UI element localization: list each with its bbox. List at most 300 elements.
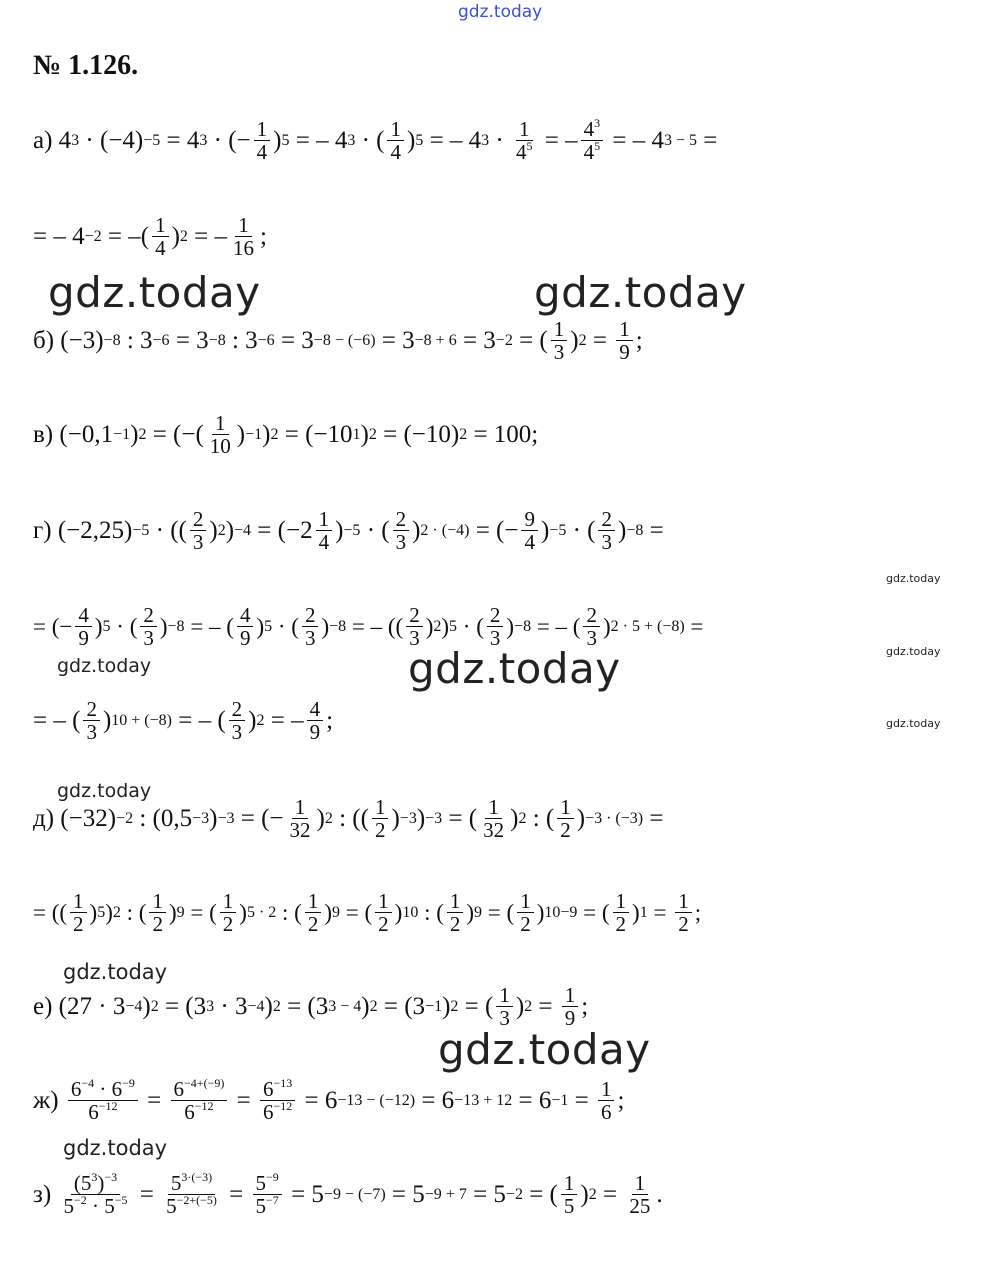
fraction [68, 1078, 138, 1123]
fraction [316, 508, 333, 553]
math-text: 6 [173, 1077, 185, 1101]
math-text: = 4 [160, 126, 200, 154]
solution-b-line-1: б) (−3) −8 : 3 −6 = 3 −8 : 3 −6 = 3 −8 − (−6) = 3 −8 + 6 = 3 −2 = ( $\frac{1}{3}$ ) 2 = $\frac{1}{9}$ ; [33, 317, 643, 365]
denominator: 5 [563, 1194, 575, 1219]
math-text: 5 [255, 1194, 267, 1219]
denominator: 2 [307, 912, 319, 937]
denominator: 4 [318, 530, 330, 555]
math-text: ) [171, 222, 180, 250]
exponent: −12 [273, 1099, 293, 1114]
fraction [287, 796, 314, 841]
math-text: ) [248, 706, 257, 734]
watermark: gdz.today [63, 960, 168, 984]
math-text: 5 [255, 1171, 267, 1195]
denominator: 3 [231, 720, 243, 745]
math-text: · 5 [86, 1194, 115, 1219]
math-text: ) [89, 899, 98, 925]
denominator: 2 [374, 818, 386, 843]
math-text: ) [168, 899, 177, 925]
math-text: = (− [33, 613, 73, 639]
math-text: = – ( [531, 613, 581, 639]
math-text: = ( [512, 326, 548, 354]
denominator: 3 [586, 626, 597, 651]
denominator: 9 [564, 1006, 576, 1031]
denominator [581, 141, 604, 163]
denominator: 3 [489, 626, 501, 651]
math-text: ; [617, 1086, 625, 1114]
math-text: ) [105, 899, 113, 925]
math-text: : (0,5 [133, 804, 193, 832]
solution-e-line-1: е) (27 · 3 −4 ) 2 = (3 3 · 3 −4 ) 2 = (3 3 − 4 ) 2 = (3 −1 ) 2 = ( $\frac{1}{3}$ ) 2 = $\frac{1}{9}$ ; [33, 983, 589, 1031]
math-text: ) [335, 516, 344, 544]
fraction [163, 1172, 220, 1217]
exponent: 3 [91, 1170, 98, 1184]
fraction [557, 796, 574, 841]
denominator: 4 [256, 140, 268, 165]
math-text: 5 [166, 1194, 177, 1219]
fraction [75, 604, 92, 649]
math-text: ) [159, 613, 168, 639]
math-text: = ( [482, 899, 515, 925]
fraction [60, 1172, 130, 1217]
solution-g-line-2: = (− $\frac{4}{9}$ ) 5 · ( $\frac{2}{3}$ ) −8 = – ( $\frac{4}{9}$ ) 5 · ( $\frac{2}{3}$ ) −8 = – (( $\frac{2}{3}$ ) 2 ) 5 · ( $\frac{2}{3}$ ) −8 = – ( $\frac{2}{3}$ ) 2 · 5 + (−8) = [33, 603, 704, 651]
math-text: = [140, 1086, 168, 1114]
math-text: = [532, 992, 559, 1020]
numerator: 1 [152, 214, 169, 237]
numerator [168, 1172, 215, 1195]
fraction [406, 604, 423, 649]
fraction [302, 604, 319, 649]
math-text: = ( [458, 992, 494, 1020]
denominator: 10 [209, 434, 231, 459]
math-text: ) [570, 326, 579, 354]
math-text: ) [102, 706, 112, 734]
math-text: = ( [340, 899, 373, 925]
numerator: 2 [302, 604, 319, 627]
math-text: ж) [33, 1086, 65, 1114]
math-text: ) [602, 613, 611, 639]
fraction [171, 1078, 228, 1123]
math-text: · [489, 126, 510, 154]
exponent: −4 [81, 1076, 95, 1090]
fraction [140, 604, 157, 649]
math-text: ) [361, 992, 370, 1020]
denominator [253, 1195, 282, 1217]
exponent: −7 [266, 1193, 279, 1208]
math-text: ) [97, 1171, 105, 1195]
watermark: gdz.today [63, 1136, 168, 1160]
watermark: gdz.today [886, 717, 941, 730]
math-text: ) [209, 516, 218, 544]
math-text: = 5 [284, 1180, 324, 1208]
denominator: 2 [560, 818, 571, 843]
math-text: ) [617, 516, 627, 544]
math-text: . [656, 1180, 663, 1208]
math-text: ) [425, 613, 434, 639]
fraction [496, 984, 513, 1029]
watermark: gdz.today [534, 268, 747, 317]
fraction [616, 318, 633, 363]
math-text: = – [264, 706, 304, 734]
math-text: 4 [58, 126, 72, 154]
numerator [260, 1078, 295, 1101]
denominator: 6 [600, 1100, 612, 1125]
denominator: 3 [143, 626, 154, 651]
math-text: ) [580, 1180, 589, 1208]
denominator: 16 [233, 236, 255, 261]
denominator: 3 [304, 626, 316, 651]
numerator: 1 [562, 984, 579, 1007]
numerator: 2 [140, 604, 157, 627]
math-text: · (−4) [79, 126, 144, 154]
denominator: 2 [449, 912, 461, 937]
math-text: 6 [262, 1077, 274, 1101]
fraction [220, 890, 237, 935]
numerator: 9 [521, 508, 538, 531]
numerator: 1 [598, 1078, 615, 1101]
denominator: 3 [553, 340, 565, 365]
math-text: : 3 [225, 326, 258, 354]
numerator: 1 [220, 890, 237, 913]
math-text: ) [540, 516, 550, 544]
math-text: · ( [272, 613, 299, 639]
math-text: ) [262, 420, 271, 448]
math-text: = – [538, 126, 578, 154]
denominator [181, 1101, 216, 1123]
math-text: = (3 [158, 992, 207, 1020]
fraction [307, 698, 324, 743]
math-text: ; [326, 706, 334, 734]
numerator: 2 [406, 604, 423, 627]
numerator: 2 [583, 604, 600, 627]
fraction [393, 508, 410, 553]
fraction [480, 796, 507, 841]
denominator: 9 [309, 720, 321, 745]
math-text: = –( [101, 222, 150, 250]
math-text: = (− [234, 804, 284, 832]
solution-d-line-2: = (( $\frac{1}{2}$ ) 5 ) 2 : ( $\frac{1}{2}$ ) 9 = ( $\frac{1}{2}$ ) 5 · 2 : ( $\frac{1}{2}$ ) 9 = ( $\frac{1}{2}$ ) 10 : ( $\frac{1}{2}$ ) 9 = ( $\frac{1}{2}$ ) 10−9 = ( $\frac{1}{2}$ ) 1 = $\frac{1}{2}$ ; [33, 889, 702, 937]
denominator: 4 [524, 530, 535, 555]
watermark: gdz.today [408, 644, 621, 693]
math-text: : (( [332, 804, 369, 832]
fraction [562, 984, 579, 1029]
denominator: 4 [390, 140, 401, 165]
math-text: ) [256, 613, 265, 639]
numerator: 2 [190, 508, 207, 531]
fraction [517, 890, 534, 935]
exponent: −2+(−5) [176, 1193, 217, 1208]
solution-d-line-1: д) (−32) −2 : (0,5 −3 ) −3 = (− $\frac{1}{32}$ ) 2 : (( $\frac{1}{2}$ ) −3 ) −3 = ( $\frac{1}{32}$ ) 2 : ( $\frac{1}{2}$ ) −3 · (−3) = [33, 795, 664, 843]
numerator: 1 [516, 118, 533, 141]
math-text: · ( [360, 516, 390, 544]
math-text: = [684, 613, 704, 639]
math-text: ) [209, 804, 218, 832]
math-text: ) [391, 804, 400, 832]
fraction [372, 796, 389, 841]
math-text: ) [441, 613, 450, 639]
solution-g-line-1: г) (−2,25) −5 · (( $\frac{2}{3}$ ) 2 ) −4 = (−2 $\frac{1}{4}$ ) −5 · ( $\frac{2}{3}$ ) 2 · (−4) = (− $\frac{9}{4}$ ) −5 · ( $\frac{2}{3}$ ) −8 = [33, 507, 664, 555]
math-text: = [568, 1086, 595, 1114]
numerator [171, 1078, 228, 1101]
math-text: е) [33, 992, 59, 1020]
fraction [613, 890, 630, 935]
math-text: = – 4 [606, 126, 664, 154]
math-text: (−3) [60, 326, 104, 354]
math-text: = 3 [456, 326, 496, 354]
math-text: д) [33, 804, 61, 832]
watermark-top: gdz.today [458, 2, 543, 22]
fraction [581, 118, 604, 163]
numerator: 1 [292, 796, 309, 819]
math-text: 6 [262, 1100, 274, 1125]
math-text: ) [416, 804, 426, 832]
math-text: = [596, 1180, 624, 1208]
math-text: = ( [442, 804, 478, 832]
denominator [260, 1101, 295, 1123]
numerator: 1 [561, 1172, 578, 1195]
exponent: −2 [73, 1193, 87, 1208]
math-text: 5 [170, 1171, 182, 1195]
numerator [253, 1172, 282, 1195]
math-text: ) [321, 613, 330, 639]
math-text: = – [187, 222, 228, 250]
denominator: 9 [619, 340, 630, 365]
math-text: = 3 [375, 326, 415, 354]
math-text: 4 [583, 117, 595, 141]
exponent: −12 [98, 1099, 118, 1114]
math-text: ) [94, 613, 103, 639]
fraction [207, 412, 234, 457]
numerator: 1 [235, 214, 252, 237]
numerator: 1 [316, 508, 333, 531]
math-text: = (−10) [376, 420, 460, 448]
math-text: ) [324, 899, 332, 925]
math-text: = 3 [169, 326, 209, 354]
fraction [375, 890, 392, 935]
fraction [513, 118, 536, 163]
math-text: (−32) [60, 804, 117, 832]
exponent: −3 [104, 1170, 118, 1184]
math-text: = – 4 [289, 126, 348, 154]
exponent: 3 [594, 116, 601, 130]
denominator: 32 [289, 818, 311, 843]
numerator: 1 [372, 796, 389, 819]
numerator: 2 [487, 604, 504, 627]
numerator: 1 [551, 318, 568, 341]
math-text: а) [33, 126, 59, 154]
math-text: · ( [566, 516, 596, 544]
math-text: 4 [583, 140, 595, 165]
numerator: 4 [75, 604, 92, 627]
exponent: −12 [194, 1099, 214, 1114]
math-text: ) [360, 420, 369, 448]
denominator: 9 [78, 626, 89, 651]
fraction [561, 1172, 578, 1217]
math-text: = ( [522, 1180, 558, 1208]
numerator: 2 [393, 508, 410, 531]
solution-v-line-1: в) (−0,1 −1 ) 2 = (−( $\frac{1}{10}$ ) −1 ) 2 = (−10 1 ) 2 = (−10) 2 = 100; [33, 411, 539, 459]
solution-a-line-2: = – 4 −2 = –( $\frac{1}{4}$ ) 2 = – $\frac{1}{16}$ ; [33, 213, 267, 261]
math-text: г) [33, 516, 58, 544]
denominator [60, 1195, 130, 1217]
math-text: · 3 [214, 992, 248, 1020]
fraction [237, 604, 254, 649]
numerator [68, 1078, 138, 1101]
math-text: = [133, 1180, 161, 1208]
fraction [83, 698, 100, 743]
denominator [513, 141, 536, 163]
denominator: 2 [378, 912, 389, 937]
fraction [229, 698, 246, 743]
fraction [305, 890, 322, 935]
denominator: 32 [483, 818, 505, 843]
math-text: ) [510, 804, 519, 832]
math-text: 6 [88, 1100, 99, 1125]
math-text: = [222, 1180, 250, 1208]
math-text: · ( [355, 126, 385, 154]
math-text: 6 [70, 1077, 82, 1101]
math-text: ) [273, 126, 282, 154]
math-text: ; [635, 326, 643, 354]
denominator [163, 1195, 220, 1217]
math-text: ) [442, 992, 451, 1020]
numerator: 1 [149, 890, 166, 913]
math-text: : ( [120, 899, 147, 925]
math-text: : 3 [120, 326, 153, 354]
math-text: ) [316, 804, 325, 832]
math-text: = [643, 804, 664, 832]
math-text: ) [225, 516, 235, 544]
solution-a-line-1: а) 4 3 · (−4) −5 = 4 3 · (− $\frac{1}{4}$ ) 5 = – 4 3 · ( $\frac{1}{4}$ ) 5 = – 4 3 · $\frac{1}{4^5}$ = – $\frac{4^3}{4^5}$ = – 4 3 − 5 = [33, 116, 718, 165]
math-text: (−2,25) [57, 516, 133, 544]
math-text: (27 · 3 [58, 992, 126, 1020]
math-text: ; [260, 222, 267, 250]
numerator: 1 [387, 118, 404, 141]
solution-z-line-1: з) $\frac{(5^3)^{-3}}{5^{-2} \cdot 5^{-5}}$ = $\frac{5^{3\cdot(-3)}}{5^{-2+(-5)}}$ = $\frac{5^{-9}}{5^{-7}}$ = 5 −9 − (−7) = 5 −9 + 7 = 5 −2 = ( $\frac{1}{5}$ ) 2 = $\frac{1}{25}$ . [33, 1170, 663, 1219]
math-text: · ( [110, 613, 138, 639]
math-text: ) [236, 420, 246, 448]
math-text: = – 4 [423, 126, 482, 154]
denominator: 2 [222, 912, 234, 937]
math-text: ; [581, 992, 589, 1020]
solution-zh-line-1: ж) $\frac{6^{-4} \cdot 6^{-9}}{6^{-12}}$ = $\frac{6^{-4+(-9)}}{6^{-12}}$ = $\frac{6^{-13}}{6^{-12}}$ = 6 −13 − (−12) = 6 −13 + 12 = 6 −1 = $\frac{1}{6}$ ; [33, 1076, 625, 1125]
numerator: 2 [229, 698, 246, 721]
watermark: gdz.today [57, 780, 152, 802]
math-text: = – ( [33, 706, 81, 734]
math-text: в) [33, 420, 60, 448]
math-text: = (3 [280, 992, 329, 1020]
watermark: gdz.today [886, 572, 941, 585]
fraction [598, 508, 615, 553]
watermark: gdz.today [48, 268, 261, 317]
math-text: = [647, 899, 673, 925]
denominator: 3 [601, 530, 612, 555]
fraction [152, 214, 169, 259]
fraction [149, 890, 166, 935]
math-text: = – 4 [33, 222, 85, 250]
math-text: = (−( [146, 420, 204, 448]
fraction [70, 890, 87, 935]
math-text: = – (( [346, 613, 404, 639]
numerator: 4 [237, 604, 254, 627]
denominator: 2 [152, 912, 163, 937]
math-text: · (− [207, 126, 251, 154]
math-text: = – ( [171, 706, 226, 734]
math-text: ) [406, 126, 416, 154]
math-text: 4 [516, 140, 527, 165]
math-text: ) [576, 804, 586, 832]
numerator: 1 [675, 890, 692, 913]
math-text: = [643, 516, 664, 544]
solution-g-line-3: = – ( $\frac{2}{3}$ ) 10 + (−8) = – ( $\frac{2}{3}$ ) 2 = – $\frac{4}{9}$ ; [33, 697, 334, 745]
exponent: −13 [273, 1076, 293, 1090]
math-text: : ( [526, 804, 555, 832]
fraction [551, 318, 568, 363]
numerator [71, 1172, 120, 1195]
math-text: = 6 [512, 1086, 552, 1114]
numerator: 2 [598, 508, 615, 531]
numerator: 1 [485, 796, 502, 819]
numerator: 2 [83, 698, 100, 721]
numerator: 1 [613, 890, 630, 913]
watermark: gdz.today [438, 1025, 651, 1074]
numerator: 4 [307, 698, 324, 721]
math-text: = (3 [377, 992, 426, 1020]
math-text: ) [515, 992, 525, 1020]
math-text: = (−10 [278, 420, 353, 448]
numerator: 1 [517, 890, 534, 913]
denominator: 2 [678, 912, 689, 937]
math-text: = (− [469, 516, 519, 544]
fraction [254, 118, 271, 163]
math-text: = 5 [385, 1180, 425, 1208]
exponent: −9 [266, 1170, 279, 1184]
math-text: = 100; [467, 420, 539, 448]
fraction [598, 1078, 615, 1123]
math-text: = 6 [415, 1086, 455, 1114]
fraction [260, 1078, 295, 1123]
denominator: 25 [629, 1194, 651, 1219]
denominator: 3 [192, 530, 204, 555]
math-text: 6 [184, 1100, 195, 1125]
denominator: 3 [409, 626, 420, 651]
fraction [487, 604, 504, 649]
math-text: = ( [184, 899, 217, 925]
denominator: 2 [73, 912, 84, 937]
fraction [521, 508, 538, 553]
numerator: 1 [375, 890, 392, 913]
math-text: ; [694, 899, 702, 925]
numerator: 1 [632, 1172, 649, 1195]
math-text: ) [412, 516, 421, 544]
numerator: 1 [496, 984, 513, 1007]
denominator [85, 1101, 120, 1123]
numerator: 1 [616, 318, 633, 341]
fraction [253, 1172, 282, 1217]
math-text: = 6 [298, 1086, 338, 1114]
watermark: gdz.today [57, 655, 152, 677]
math-text: (−0,1 [59, 420, 114, 448]
math-text: = ( [577, 899, 610, 925]
numerator: 1 [70, 890, 87, 913]
math-text: 5 [63, 1194, 74, 1219]
math-text: з) [33, 1180, 58, 1208]
denominator: 9 [239, 626, 251, 651]
denominator: 4 [155, 236, 166, 261]
fraction [583, 604, 600, 649]
math-text: ) [142, 992, 151, 1020]
math-text: · (( [149, 516, 187, 544]
